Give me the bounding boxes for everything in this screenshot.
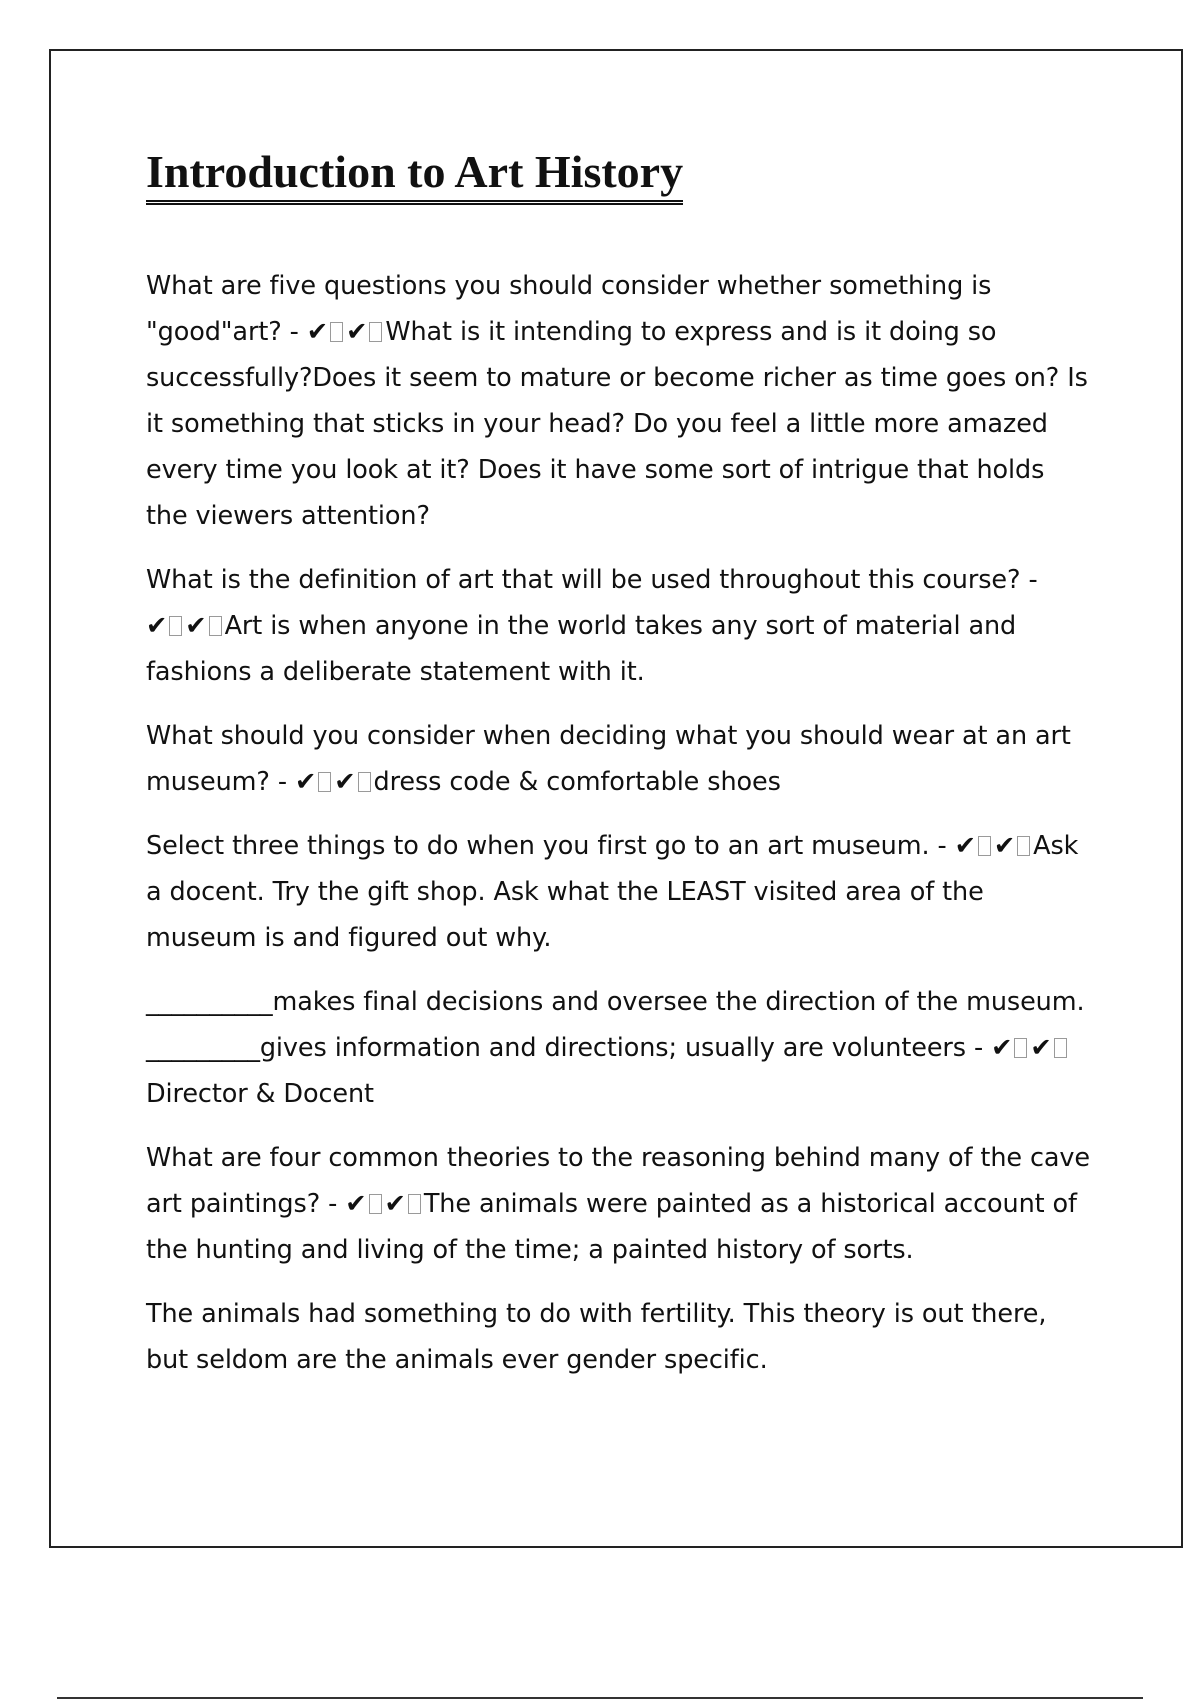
box-icon [1017,836,1030,856]
question-text: What should you consider when deciding what you should wear at an art museum? - [146,720,1071,797]
box-icon [1014,1038,1027,1058]
box-icon [369,1194,382,1214]
footer-rule [57,1697,1143,1699]
check-icon: ✔ [334,766,356,797]
question-text: __________makes final decisions and oversee the direction of the museum. _________gives information and directions; usually are volunteers - [146,986,1085,1063]
check-icon: ✔ [185,610,207,641]
question-text: Select three things to do when you first go to an art museum. - [146,830,955,861]
qa-item-4 [146,823,1091,961]
document-content [146,146,1091,1401]
qa-item-7 [146,1291,1091,1383]
answer-text: What is it intending to express and is it doing so successfully?Does it seem to mature or become richer as time goes on? Is it something that sticks in your head? Do you feel a little more amazed every time you look at it? Does it have some sort of intrigue that holds the viewers attention? [146,316,1088,531]
check-icon: ✔ [954,830,976,861]
check-icon: ✔ [345,1188,367,1219]
answer-text: Director & Docent [146,1078,374,1109]
answer-text: The animals were painted as a historical account of the hunting and living of the time; a painted history of sorts. [146,1188,1077,1265]
question-text: What are four common theories to the reasoning behind many of the cave art paintings? - [146,1142,1090,1219]
check-marks [955,831,1034,861]
box-icon [978,836,991,856]
check-marks [307,317,386,347]
box-icon [408,1194,421,1214]
question-text: What is the definition of art that will be used throughout this course? - [146,564,1038,595]
answer-text: Art is when anyone in the world takes any sort of material and fashions a deliberate statement with it. [146,610,1017,687]
check-icon: ✔ [294,766,317,797]
box-icon [209,616,222,636]
qa-item-6 [146,1135,1091,1273]
question-text: What are five questions you should consider whether something is "good"art? - [146,270,992,347]
check-icon: ✔ [993,830,1016,861]
check-icon: ✔ [1030,1032,1052,1063]
check-icon: ✔ [384,1188,406,1219]
answer-text: Ask a docent. Try the gift shop. Ask what the LEAST visited area of the museum is and figured out why. [146,830,1079,953]
box-icon [169,616,182,636]
qa-item-2 [146,557,1091,695]
answer-text: The animals had something to do with fertility. This theory is out there, but seldom are the animals ever gender specific. [146,1298,1047,1375]
check-icon: ✔ [146,610,168,641]
box-icon [1054,1038,1067,1058]
answer-text: dress code & comfortable shoes [373,766,781,797]
check-marks [146,611,225,641]
document-title: Introduction to Art History [146,146,683,205]
box-icon [369,322,382,342]
check-marks [295,767,374,797]
check-icon: ✔ [346,316,368,347]
check-marks [345,1189,424,1219]
qa-item-3 [146,713,1091,805]
qa-item-5 [146,979,1091,1117]
qa-item-1 [146,263,1091,539]
box-icon [358,772,371,792]
check-icon: ✔ [306,316,329,347]
check-marks [991,1033,1070,1063]
box-icon [318,772,331,792]
check-icon: ✔ [991,1032,1013,1063]
box-icon [330,322,343,342]
